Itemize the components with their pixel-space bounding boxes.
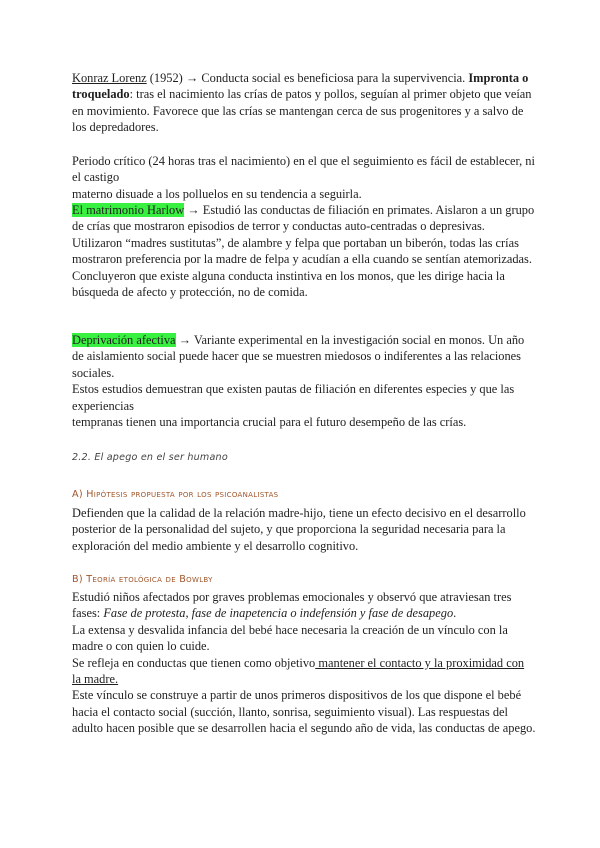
lorenz-paragraph	[72, 70, 536, 136]
deprivation-text: Variante experimental en la investigación social en monos. Un año de aislamiento social puede hacer que se muestren miedosos o indiferentes a las relaciones sociales.	[72, 333, 525, 380]
lorenz-name: Konraz Lorenz	[72, 71, 147, 85]
lorenz-text-cont: : tras el nacimiento las crías de patos y pollos, seguían al primer objeto que veían en movimiento. Favorece que las crías se mantengan cerca de sus progenitores y a salvo de los depredadores.	[72, 87, 532, 135]
section-title: 2.2. El apego en el ser humano	[72, 452, 228, 463]
bowlby-text-2: La extensa y desvalida infancia del bebé hace necesaria la creación de un vínculo con la madre o con quien lo cuide.	[72, 622, 508, 654]
arrow-icon: →	[187, 203, 200, 217]
critical-period-paragraph	[72, 153, 536, 202]
heading-hypothesis-b: B) Teoría etológica de Bowlby	[72, 574, 213, 585]
arrow-icon: →	[185, 71, 199, 85]
heading-hypothesis-a: A) Hipótesis propuesta por los psicoanalistas	[72, 489, 279, 500]
harlow-highlight: El matrimonio Harlow	[72, 203, 185, 217]
bowlby-text-3: Se refleja en conductas que tienen como objetivo	[72, 655, 316, 670]
hypothesis-a-text: Defienden que la calidad de la relación madre-hijo, tiene un efecto decisivo en el desarrollo posterior de la personalidad del sujeto, y que proporciona la seguridad necesaria para la exploración del medio ambiente y el desarrollo cognitivo.	[72, 506, 526, 553]
harlow-conclusion: Concluyeron que existe alguna conducta instintiva en los monos, que les dirige hacia la búsqueda de afecto y protección, no de comida.	[72, 268, 505, 300]
imprinting-term: Impronta o troquelado	[72, 71, 529, 102]
harlow-paragraph	[72, 202, 536, 300]
deprivation-paragraph	[72, 332, 536, 430]
bowlby-text-1: Estudió niños afectados por graves problemas emocionales y observó que atraviesan tres fases:	[72, 590, 512, 621]
arrow-icon: →	[178, 333, 192, 347]
lorenz-year: (1952)	[146, 71, 186, 85]
deprivation-line-2: tempranas tienen una importancia crucial para el futuro desempeño de las crías.	[72, 415, 467, 430]
bowlby-underlined: mantener el contacto y la proximidad con la madre.	[72, 655, 525, 687]
lorenz-text: Conducta social es beneficiosa para la supervivencia.	[198, 71, 469, 85]
bowlby-phases: Fase de protesta, fase de inapetencia o indefensión y fase de desapego	[103, 606, 454, 621]
critical-line-2: materno disuade a los polluelos en su tendencia a seguirla.	[72, 186, 362, 201]
bowlby-text-4: Este vínculo se construye a partir de unos primeros dispositivos de los que dispone el bebé hacia el contacto social (succión, llanto, sonrisa, seguimiento visual). Las respuestas del adulto hacen posible que se desarrollen hacia el segundo año de vida, las conductas de apego.	[72, 688, 536, 736]
hypothesis-a-paragraph	[72, 505, 536, 554]
deprivation-line-1: Estos estudios demuestran que existen pautas de filiación en diferentes especies y que las experiencias	[72, 382, 515, 413]
hypothesis-b-paragraph	[72, 589, 536, 737]
harlow-text: Estudió las conductas de filiación en primates. Aislaron a un grupo de crías que mostraron episodios de terror y conductas auto-centradas o depresivas. Utilizaron “madres sustitutas”, de alambre y felpa que portaban un biberón, todas las crías mostraron preferencia por la madre de felpa y acudían a ella cuando se sentían atemorizadas.	[72, 203, 535, 267]
bowlby-text-1-end: .	[453, 606, 457, 621]
deprivation-highlight: Deprivación afectiva	[72, 333, 176, 347]
critical-line-1: Periodo crítico (24 horas tras el nacimiento) en el que el seguimiento es fácil de establecer, ni el castigo	[72, 154, 535, 185]
